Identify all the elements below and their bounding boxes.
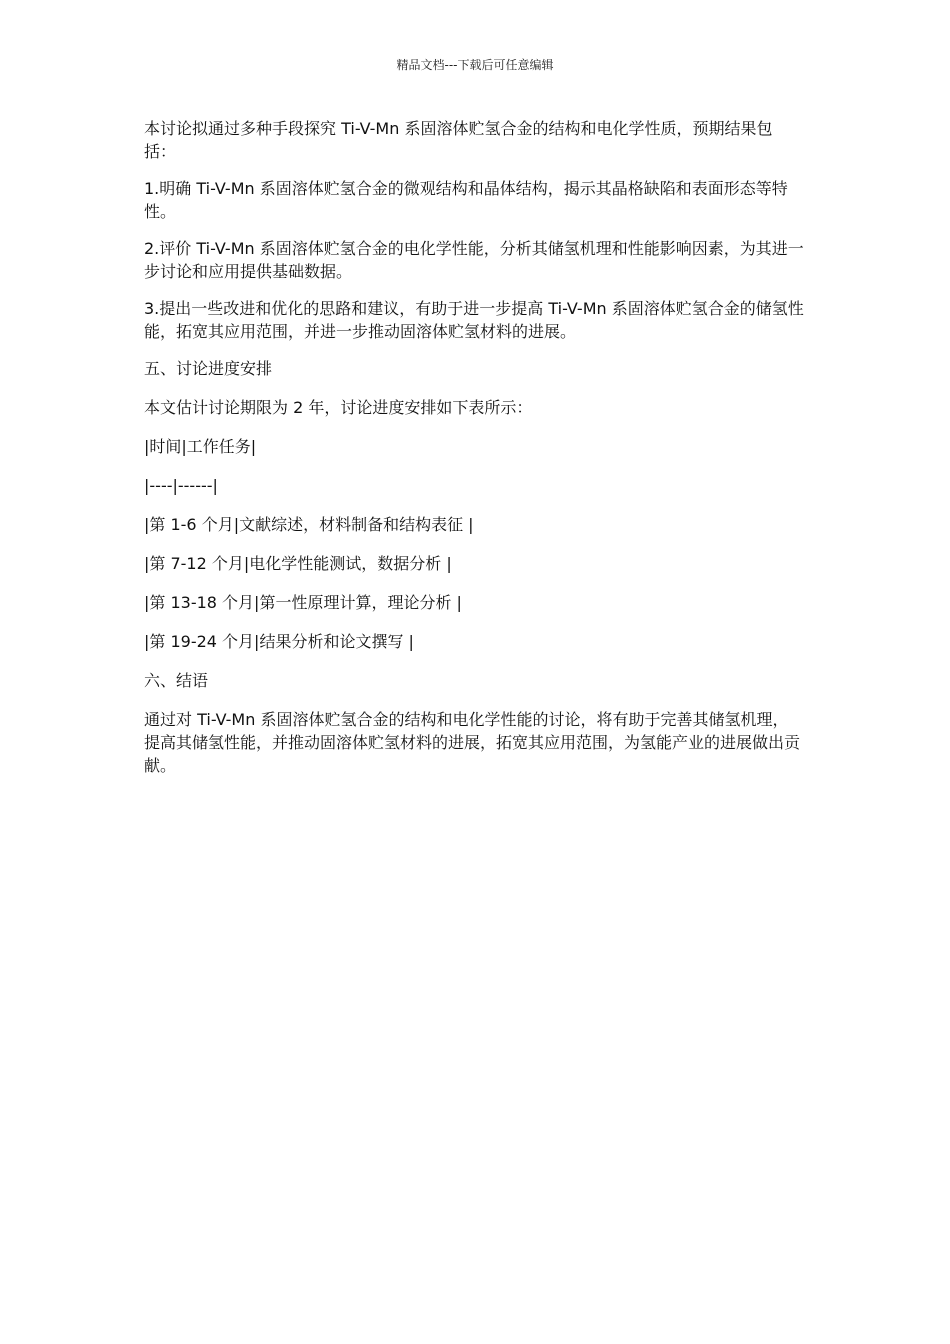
table-row: |时间|工作任务| — [144, 437, 257, 456]
table-row: |第 1-6 个月|文献综述，材料制备和结构表征 | — [144, 515, 474, 534]
table-row: |第 7-12 个月|电化学性能测试，数据分析 | — [144, 554, 452, 573]
page-header: 精品文档---下载后可任意编辑 — [396, 58, 554, 72]
schedule-intro: 本文估计讨论期限为 2 年，讨论进度安排如下表所示： — [144, 398, 533, 417]
expected-result-2: 2.评价 Ti-V-Mn 系固溶体贮氢合金的电化学性能，分析其储氢机理和性能影响因素，为其进一步讨论和应用提供基础数据。 — [144, 239, 804, 281]
expected-result-1: 1.明确 Ti-V-Mn 系固溶体贮氢合金的微观结构和晶体结构，揭示其晶格缺陷和表面形态等特性。 — [144, 179, 788, 221]
conclusion-paragraph: 通过对 Ti-V-Mn 系固溶体贮氢合金的结构和电化学性能的讨论，将有助于完善其储氢机理，提高其储氢性能，并推动固溶体贮氢材料的进展，拓宽其应用范围，为氢能产业的进展做出贡献。 — [144, 710, 801, 775]
section-heading-schedule: 五、讨论进度安排 — [144, 359, 273, 378]
table-row: |----|------| — [144, 476, 218, 495]
table-row: |第 13-18 个月|第一性原理计算，理论分析 | — [144, 593, 462, 612]
document-body — [144, 117, 804, 791]
table-row: |第 19-24 个月|结果分析和论文撰写 | — [144, 632, 414, 651]
intro-paragraph: 本讨论拟通过多种手段探究 Ti-V-Mn 系固溶体贮氢合金的结构和电化学性质，预期结果包括： — [144, 119, 773, 161]
expected-result-3: 3.提出一些改进和优化的思路和建议，有助于进一步提高 Ti-V-Mn 系固溶体贮氢合金的储氢性能，拓宽其应用范围，并进一步推动固溶体贮氢材料的进展。 — [144, 299, 804, 341]
section-heading-conclusion: 六、结语 — [144, 671, 209, 690]
